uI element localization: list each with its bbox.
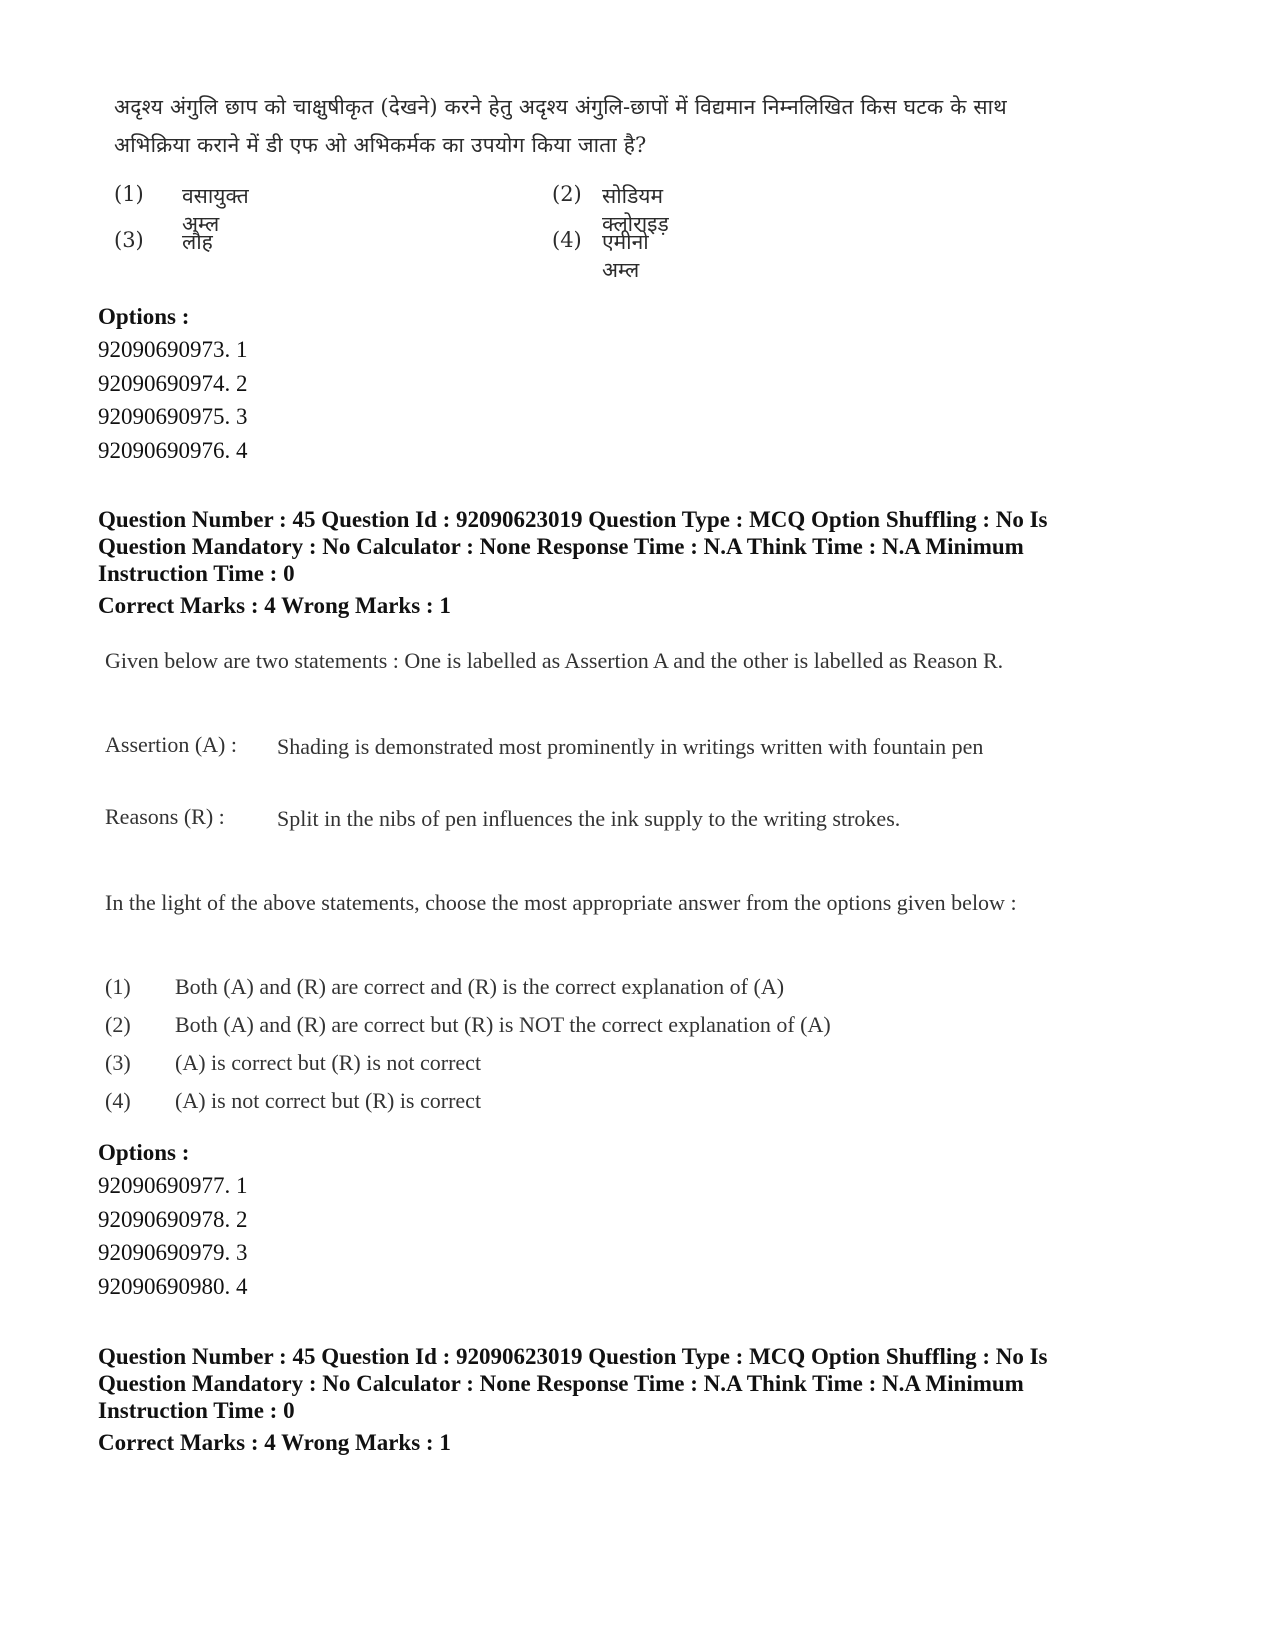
assertion-label: Assertion (A) :: [105, 732, 237, 757]
option-item: 92090690980. 4: [98, 1273, 248, 1299]
choice-number: (1): [114, 182, 144, 206]
meta-line-3: Instruction Time : 0: [98, 1398, 295, 1423]
meta-line-1: Question Number : 45 Question Id : 92090623019 Question Type : MCQ Option Shuffling : No Is: [98, 1344, 1048, 1369]
option-item: 92090690979. 3: [98, 1240, 248, 1265]
meta-line-2: Question Mandatory : No Calculator : None Response Time : N.A Think Time : N.A Minimum: [98, 534, 1024, 559]
choice-number: (2): [552, 182, 582, 206]
option-item: 92090690976. 4: [98, 437, 248, 463]
option-item: 92090690975. 3: [98, 404, 248, 429]
choice-number: (2): [105, 1012, 131, 1037]
choice-text: Both (A) and (R) are correct and (R) is the correct explanation of (A): [175, 974, 785, 999]
hindi-question-text: अदृश्य अंगुलि छाप को चाक्षुषीकृत (देखने) करने हेतु अदृश्य अंगुलि-छापों में विद्यमान निम्नलिखित किस घटक के साथ अभिक्रिया कराने में डी एफ ओ अभिकर्मक का उपयोग किया जाता है?: [114, 95, 1007, 157]
choice-text: सोडियम क्लोराइड़: [602, 184, 669, 236]
english-question: [105, 646, 1035, 1113]
choice-text: Both (A) and (R) are correct but (R) is NOT the correct explanation of (A): [175, 1012, 831, 1037]
question-meta-1: [98, 506, 1198, 619]
reason-row: [105, 804, 1037, 864]
marks-line: Correct Marks : 4 Wrong Marks : 1: [98, 1430, 451, 1455]
choice-text: (A) is not correct but (R) is correct: [175, 1088, 482, 1113]
option-item: 92090690978. 2: [98, 1206, 248, 1232]
assertion-text: Shading is demonstrated most prominently in writings written with fountain pen: [277, 734, 984, 759]
option-item: 92090690973. 1: [98, 337, 248, 362]
meta-line-3: Instruction Time : 0: [98, 561, 295, 586]
options-block-2: [98, 1136, 248, 1303]
choice-text: एमीनो अम्ल: [602, 230, 649, 282]
choice-text: लौह: [182, 230, 213, 254]
question-meta-2: [98, 1343, 1198, 1456]
option-item: 92090690974. 2: [98, 370, 248, 396]
question-intro: Given below are two statements : One is labelled as Assertion A and the other is labelled as Reason R.: [105, 648, 1004, 673]
options-heading: Options :: [98, 1140, 190, 1165]
choice-text: वसायुक्त अम्ल: [182, 184, 249, 236]
marks-line: Correct Marks : 4 Wrong Marks : 1: [98, 593, 451, 618]
assertion-row: [105, 732, 1037, 792]
reason-label: Reasons (R) :: [105, 804, 225, 829]
option-item: 92090690977. 1: [98, 1173, 248, 1198]
choice-text: (A) is correct but (R) is not correct: [175, 1050, 482, 1075]
options-heading: Options :: [98, 304, 190, 329]
question-prompt: In the light of the above statements, choose the most appropriate answer from the options given below :: [105, 890, 1017, 915]
reason-text: Split in the nibs of pen influences the ink supply to the writing strokes.: [277, 806, 901, 831]
choice-number: (4): [552, 228, 582, 252]
meta-line-1: Question Number : 45 Question Id : 92090623019 Question Type : MCQ Option Shuffling : No Is: [98, 507, 1048, 532]
choice-number: (4): [105, 1088, 131, 1113]
choice-number: (3): [105, 1050, 131, 1075]
meta-line-2: Question Mandatory : No Calculator : None Response Time : N.A Think Time : N.A Minimum: [98, 1371, 1024, 1396]
options-block-1: [98, 300, 248, 467]
choice-number: (1): [105, 974, 131, 999]
choice-number: (3): [114, 228, 144, 252]
